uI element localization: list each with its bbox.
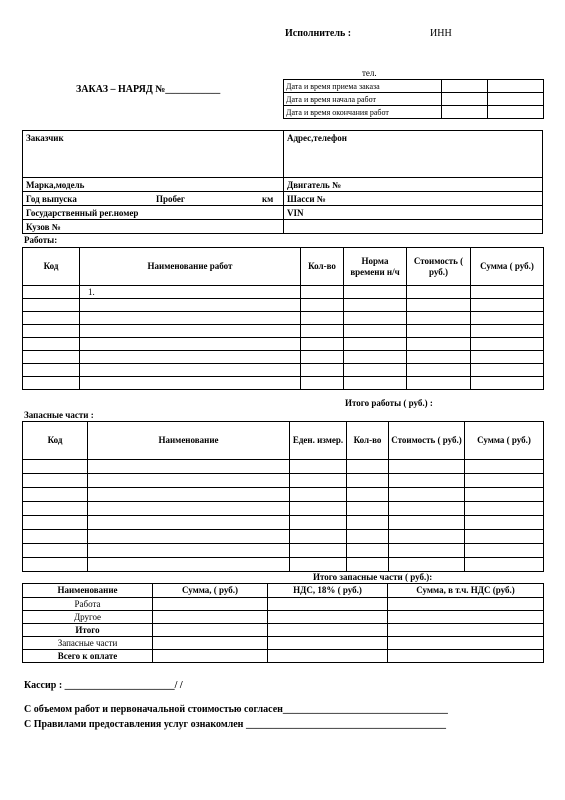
table-row [23, 474, 544, 488]
table-row [23, 312, 544, 325]
cell[interactable] [347, 544, 389, 558]
table-row [23, 286, 544, 299]
works-col-cost: Стоимость ( руб.) [407, 248, 471, 286]
table-row [23, 377, 544, 390]
cell[interactable] [407, 286, 471, 299]
cell[interactable] [344, 377, 407, 390]
parts-section-label: Запасные части : [24, 410, 94, 420]
cell[interactable] [301, 338, 344, 351]
table-row [23, 530, 544, 544]
cell[interactable] [344, 325, 407, 338]
cell[interactable] [23, 530, 88, 544]
works-section-label: Работы: [24, 235, 58, 245]
cell[interactable] [465, 488, 544, 502]
cell[interactable] [268, 611, 388, 624]
works-row-number: 1. [80, 286, 301, 299]
parts-col-sum: Сумма ( руб.) [465, 422, 544, 460]
cell[interactable] [23, 544, 88, 558]
cell[interactable] [347, 502, 389, 516]
mileage-label: Пробег [156, 194, 185, 204]
cell[interactable] [344, 299, 407, 312]
cell[interactable] [471, 312, 544, 325]
cell[interactable] [268, 624, 388, 637]
table-row [23, 364, 544, 377]
cell[interactable] [290, 474, 347, 488]
table-row [23, 460, 544, 474]
inn-label: ИНН [430, 28, 452, 39]
cell[interactable] [268, 637, 388, 650]
cell[interactable] [389, 460, 465, 474]
chassis-label: Шасси № [287, 194, 326, 204]
table-row [23, 516, 544, 530]
cell[interactable] [344, 312, 407, 325]
client-line-3 [22, 205, 543, 206]
date-end-date[interactable] [442, 106, 488, 119]
cell[interactable] [465, 530, 544, 544]
body-label: Кузов № [26, 222, 61, 232]
table-row [23, 338, 544, 351]
cell[interactable] [88, 502, 290, 516]
cell[interactable] [23, 516, 88, 530]
summary-row-total: Итого [23, 624, 153, 637]
parts-col-cost: Стоимость ( руб.) [389, 422, 465, 460]
cell[interactable] [290, 558, 347, 572]
cell[interactable] [153, 650, 268, 663]
cell[interactable] [23, 325, 80, 338]
cell[interactable] [80, 351, 301, 364]
cell[interactable] [88, 474, 290, 488]
works-col-qty: Кол-во [301, 248, 344, 286]
table-row [23, 598, 544, 611]
works-col-sum: Сумма ( руб.) [471, 248, 544, 286]
cell[interactable] [465, 460, 544, 474]
cell[interactable] [407, 325, 471, 338]
summary-row-parts: Запасные части [23, 637, 153, 650]
cell[interactable] [471, 338, 544, 351]
cell[interactable] [23, 364, 80, 377]
table-row [23, 299, 544, 312]
cell[interactable] [465, 544, 544, 558]
cell[interactable] [465, 474, 544, 488]
cell[interactable] [301, 312, 344, 325]
cell[interactable] [23, 338, 80, 351]
cell[interactable] [347, 530, 389, 544]
order-title: ЗАКАЗ – НАРЯД №___________ [76, 84, 221, 95]
summary-row-work: Работа [23, 598, 153, 611]
summary-col-total: Сумма, в т.ч. НДС (руб.) [388, 584, 544, 598]
summary-table [22, 583, 544, 663]
parts-col-code: Код [23, 422, 88, 460]
works-total-label: Итого работы ( руб.) : [345, 398, 433, 408]
cell[interactable] [88, 544, 290, 558]
cell[interactable] [388, 598, 544, 611]
cell[interactable] [465, 502, 544, 516]
table-row [23, 624, 544, 637]
cell[interactable] [290, 502, 347, 516]
cell[interactable] [471, 351, 544, 364]
cell[interactable] [290, 516, 347, 530]
table-row [23, 650, 544, 663]
cell[interactable] [389, 502, 465, 516]
cashier-line: Кассир : ______________________/ / [24, 680, 183, 691]
cell[interactable] [88, 530, 290, 544]
cell[interactable] [80, 299, 301, 312]
cell[interactable] [407, 312, 471, 325]
cell[interactable] [344, 364, 407, 377]
cell[interactable] [88, 460, 290, 474]
cell[interactable] [301, 325, 344, 338]
address-label: Адрес,телефон [287, 133, 347, 143]
cell[interactable] [88, 488, 290, 502]
cell[interactable] [23, 558, 88, 572]
works-col-name: Наименование работ [80, 248, 301, 286]
table-row [23, 325, 544, 338]
cell[interactable] [301, 286, 344, 299]
client-line-1 [22, 177, 543, 178]
cell[interactable] [471, 377, 544, 390]
table-row [23, 544, 544, 558]
engine-label: Двигатель № [287, 180, 342, 190]
cell[interactable] [88, 516, 290, 530]
client-line-2 [22, 191, 543, 192]
cell[interactable] [23, 502, 88, 516]
cell[interactable] [301, 351, 344, 364]
cell[interactable] [465, 516, 544, 530]
parts-col-qty: Кол-во [347, 422, 389, 460]
date-received-label: Дата и время приема заказа [284, 80, 442, 93]
cell[interactable] [153, 637, 268, 650]
cell[interactable] [388, 637, 544, 650]
client-line-4 [22, 219, 543, 220]
cell[interactable] [80, 325, 301, 338]
cell[interactable] [407, 377, 471, 390]
cell[interactable] [389, 474, 465, 488]
cell[interactable] [268, 650, 388, 663]
cell[interactable] [290, 460, 347, 474]
cell[interactable] [388, 611, 544, 624]
cell[interactable] [80, 338, 301, 351]
cell[interactable] [465, 558, 544, 572]
table-row [23, 351, 544, 364]
table-row [23, 637, 544, 650]
parts-col-unit: Еден. измер. [290, 422, 347, 460]
cell[interactable] [80, 364, 301, 377]
cell[interactable] [344, 286, 407, 299]
year-label: Год выпуска [26, 194, 77, 204]
date-end-time[interactable] [488, 106, 544, 119]
cell[interactable] [23, 460, 88, 474]
cell[interactable] [407, 338, 471, 351]
summary-col-name: Наименование [23, 584, 153, 598]
cell[interactable] [344, 351, 407, 364]
cell[interactable] [290, 530, 347, 544]
executor-label: Исполнитель : [285, 28, 352, 39]
cell[interactable] [153, 598, 268, 611]
date-start-time[interactable] [488, 93, 544, 106]
cell[interactable] [389, 488, 465, 502]
cell[interactable] [389, 530, 465, 544]
parts-total-label: Итого запасные части ( руб.): [313, 572, 433, 582]
cell[interactable] [290, 544, 347, 558]
date-received-date[interactable] [442, 80, 488, 93]
cell[interactable] [407, 364, 471, 377]
customer-label: Заказчик [26, 133, 64, 143]
cell[interactable] [153, 611, 268, 624]
cell[interactable] [388, 624, 544, 637]
cell[interactable] [347, 460, 389, 474]
cell[interactable] [471, 325, 544, 338]
cell[interactable] [23, 299, 80, 312]
cell[interactable] [153, 624, 268, 637]
cell[interactable] [471, 364, 544, 377]
parts-table [22, 421, 544, 572]
cell[interactable] [407, 299, 471, 312]
cell[interactable] [88, 558, 290, 572]
rules-line: С Правилами предоставления услуг ознакомлен ________________________________________ [24, 719, 446, 730]
cell[interactable] [80, 377, 301, 390]
summary-row-grand-total: Всего к оплате [23, 650, 153, 663]
cell[interactable] [407, 351, 471, 364]
cell[interactable] [80, 312, 301, 325]
cell[interactable] [347, 474, 389, 488]
cell[interactable] [23, 286, 80, 299]
phone-label: тел. [362, 68, 377, 78]
model-label: Марка,модель [26, 180, 85, 190]
cell[interactable] [23, 312, 80, 325]
cell[interactable] [471, 286, 544, 299]
cell[interactable] [347, 488, 389, 502]
table-row [23, 502, 544, 516]
date-start-label: Дата и время начала работ [284, 93, 442, 106]
cell[interactable] [389, 516, 465, 530]
summary-col-vat: НДС, 18% ( руб.) [268, 584, 388, 598]
agreement-line: С объемом работ и первоначальной стоимостью согласен_________________________________ [24, 704, 448, 715]
cell[interactable] [388, 650, 544, 663]
table-row [23, 488, 544, 502]
summary-row-other: Другое [23, 611, 153, 624]
works-col-code: Код [23, 248, 80, 286]
cell[interactable] [23, 351, 80, 364]
cell[interactable] [389, 558, 465, 572]
date-received-time[interactable] [488, 80, 544, 93]
works-col-norm: Норма времени н/ч [344, 248, 407, 286]
cell[interactable] [23, 488, 88, 502]
reg-label: Государственный рег.номер [26, 208, 139, 218]
cell[interactable] [290, 488, 347, 502]
cell[interactable] [23, 474, 88, 488]
cell[interactable] [347, 558, 389, 572]
vin-label: VIN [287, 208, 304, 218]
cell[interactable] [23, 377, 80, 390]
cell[interactable] [301, 364, 344, 377]
cell[interactable] [301, 377, 344, 390]
cell[interactable] [344, 338, 407, 351]
parts-col-name: Наименование [88, 422, 290, 460]
date-start-date[interactable] [442, 93, 488, 106]
cell[interactable] [389, 544, 465, 558]
cell[interactable] [301, 299, 344, 312]
cell[interactable] [347, 516, 389, 530]
works-table [22, 247, 544, 390]
dates-table [283, 79, 544, 119]
cell[interactable] [471, 299, 544, 312]
table-row [23, 558, 544, 572]
table-row [23, 611, 544, 624]
km-label: км [262, 194, 274, 204]
date-end-label: Дата и время окончания работ [284, 106, 442, 119]
cell[interactable] [268, 598, 388, 611]
summary-col-sum: Сумма, ( руб.) [153, 584, 268, 598]
